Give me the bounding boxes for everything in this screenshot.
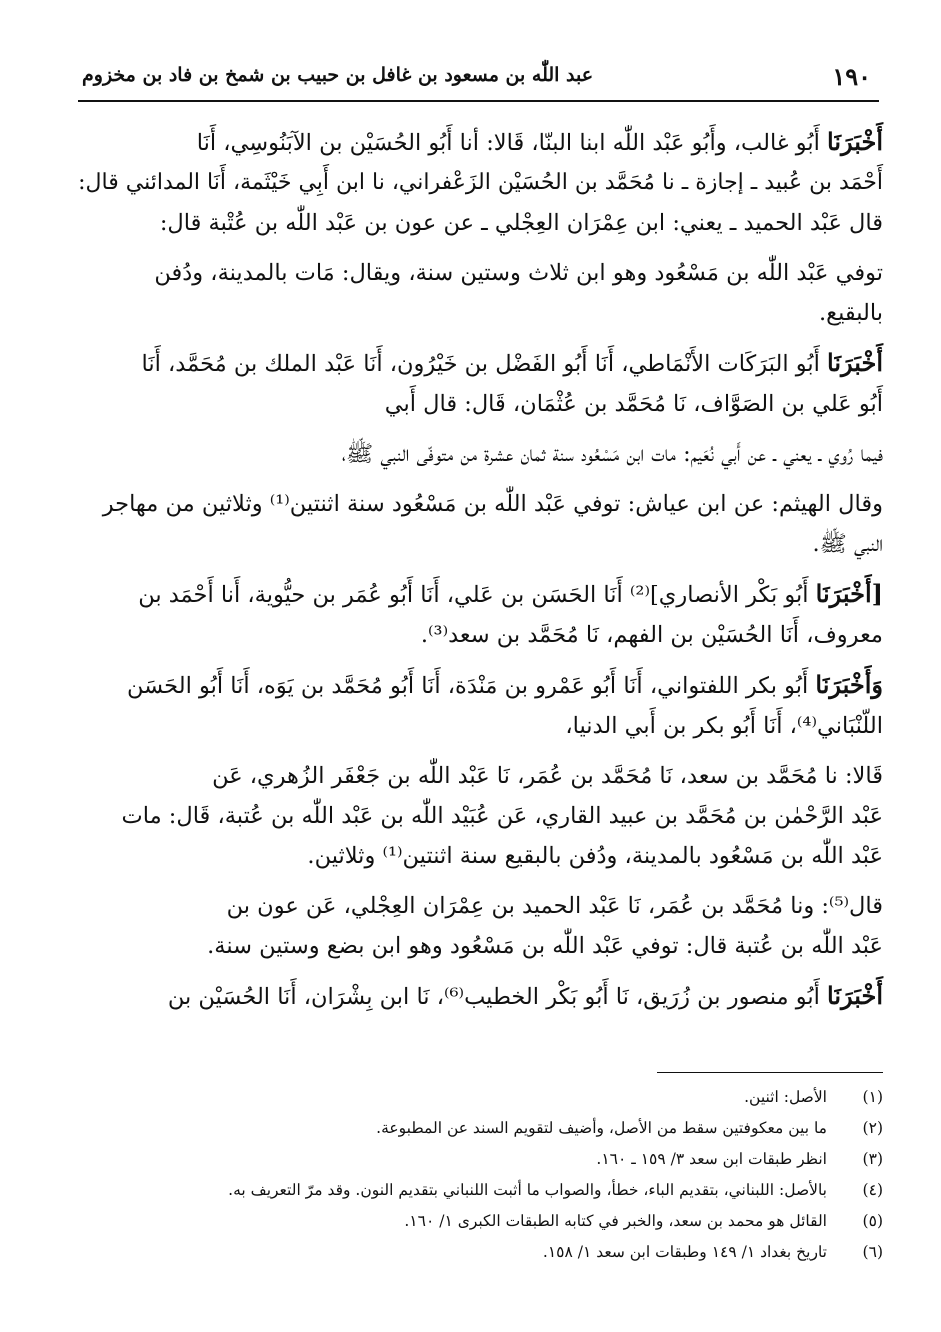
footnote-number: (٢) [862,1119,883,1137]
line-text: أَبُو بكر اللفتواني، أَنَا أَبُو عَمْرو بن مَنْدَة، أَنَا أَبُو مُحَمَّد بن يَوَه، أَنَا أَبُو الحَسَن [126,673,809,699]
line-text: أَبُو بَكْر الأنصاري]⁽²⁾ أَنَا الحَسَن بن عَلي، أَنَا أَبُو عُمَر بن حيُّوية، أَنا أَحْمَد بن [138,582,809,608]
footnote [78,1206,883,1237]
footnote-text: ما بين معكوفتين سقط من الأصل، وأضيف لتقويم السند عن المطبوعة. [376,1119,827,1137]
footnote [78,1237,883,1268]
text-line: عَبْد اللّٰه بن مَسْعُود بالمدينة، ودُفن بالبقيع سنة اثنتين⁽¹⁾ وثلاثين. [307,843,883,869]
lead-word: أَخْبَرَنَا [827,127,883,156]
text-line: عَبْد اللّٰه بن عُتبة قال: توفي عَبْد اللّٰه بن مَسْعُود وهو ابن بضع وستين سنة. [207,933,883,959]
lead-word: أَخْبَرَنَا [827,348,883,377]
footnote [78,1113,883,1144]
text-line: قال⁽⁵⁾: ونا مُحَمَّد بن عُمَر، نَا عَبْد الحميد بن عِمْرَان العِجْلي، عَن عون بن [226,893,883,919]
text-line [78,343,883,384]
line-text: أَبُو منصور بن زُرَيق، نَا أَبُو بَكْر الخطيب⁽⁶⁾، نَا ابن بِشْرَان، أَنَا الحُسَيْن بن [167,984,820,1010]
footnote [78,1144,883,1175]
text-line [78,665,883,706]
main-text [78,122,883,1027]
paragraph [78,343,883,424]
text-line [78,122,883,163]
text-line: بالبقيع. [818,300,883,326]
footnote-number: (٥) [862,1212,883,1230]
text-line: عَبْد الرَّحْمٰن بن مُحَمَّد بن عبيد القاري، عَن عُبَيْد اللّٰه بن عَبْد اللّٰه بن عُتبة، قَال: مات [121,803,883,829]
paragraph [78,574,883,655]
paragraph [78,484,883,564]
paragraph [78,122,883,243]
lead-word: أَخْبَرَنَا [827,981,883,1010]
text-line [78,976,883,1017]
footnote-text: القائل هو محمد بن سعد، والخبر في كتابه الطبقات الكبرى ١/ ١٦٠. [404,1212,827,1230]
lead-word: [أَخْبَرَنَا [815,579,883,608]
footnote-number: (٣) [862,1150,883,1168]
paragraph [78,976,883,1017]
text-line: وقال الهيثم: عن ابن عياش: توفي عَبْد اللّٰه بن مَسْعُود سنة اثنتين⁽¹⁾ وثلاثين من مهاجر [102,491,883,517]
running-title: عبد اللّٰه بن مسعود بن غافل بن حبيب بن شمخ بن فاد بن مخزوم [82,64,594,86]
footnote-separator [657,1072,883,1073]
text-line: أَبُو عَلي بن الصَوَّاف، نَا مُحَمَّد بن عُثْمَان، قَال: قال أَبي [384,391,883,417]
page-header [78,56,879,102]
text-line: قال عَبْد الحميد ـ يعني: ابن عِمْرَان العِجْلي ـ عن عون بن عَبْد اللّٰه بن عُتْبة قال: [159,210,883,236]
text-line: اللّنْبَاني⁽⁴⁾، أَنَا أَبُو بكر بن أَبي الدنيا، [565,713,883,739]
footnote-number: (١) [862,1088,883,1106]
footnote [78,1082,883,1113]
footnote [78,1175,883,1206]
text-line: النبي ﷺ. [812,531,883,557]
line-text: أَبُو غالب، وأَبُو عَبْد اللّٰه ابنا البنّا، قَالا: أنا أَبُو الحُسَيْن بن الآبَنُوسِي، أَنَا [196,130,820,156]
page-number: ١٩٠ [832,62,871,91]
footnote-text: انظر طبقات ابن سعد ٣/ ١٥٩ ـ ١٦٠. [596,1150,827,1168]
paragraph [78,756,883,876]
paragraph [78,434,883,474]
text-line [78,574,883,615]
line-text: أَبُو البَرَكَات الأَنْمَاطي، أَنَا أَبُو الفَضْل بن خَيْرُون، أَنَا عَبْد الملك بن مُحَمَّد، أَنَا [141,351,820,377]
footnote-text: بالأصل: اللبناني، بتقديم الباء، خطأ، والصواب ما أثبت اللنباني بتقديم النون. وقد مرّ التعريف به. [228,1181,827,1199]
paragraph [78,665,883,746]
footnote-text: تاريخ بغداد ١/ ١٤٩ وطبقات ابن سعد ١/ ١٥٨. [542,1243,827,1261]
lead-word: وَأَخْبَرَنَا [815,670,883,699]
text-line: توفي عَبْد اللّٰه بن مَسْعُود وهو ابن ثلاث وستين سنة، ويقال: مَات بالمدينة، ودُفن [154,260,883,286]
paragraph [78,886,883,966]
footnote-number: (٤) [862,1181,883,1199]
text-line: أَحْمَد بن عُبيد ـ إجازة ـ نا مُحَمَّد بن الحُسَيْن الزَعْفراني، نا ابن أَبِي خَيْثَمة، أَنَا المدائني قال: [78,170,883,195]
text-line: قَالا: نا مُحَمَّد بن سعد، نَا مُحَمَّد بن عُمَر، نَا عَبْد اللّٰه بن جَعْفَر الزُهري، عَن [212,763,883,789]
footnotes [78,1082,883,1268]
footnote-text: الأصل: اثنين. [744,1088,827,1106]
paragraph [78,253,883,333]
text-line: معروف، أَنَا الحُسَيْن بن الفهم، نَا مُحَمَّد بن سعد⁽³⁾. [420,622,883,648]
text-line: فيما رُوي ـ يعني ـ عن أَبي نُعَيم: مات ابن مَسْعُود سنة ثمان عشرة من متوفّى النبي ﷺ، [341,441,883,467]
footnote-number: (٦) [862,1243,883,1261]
